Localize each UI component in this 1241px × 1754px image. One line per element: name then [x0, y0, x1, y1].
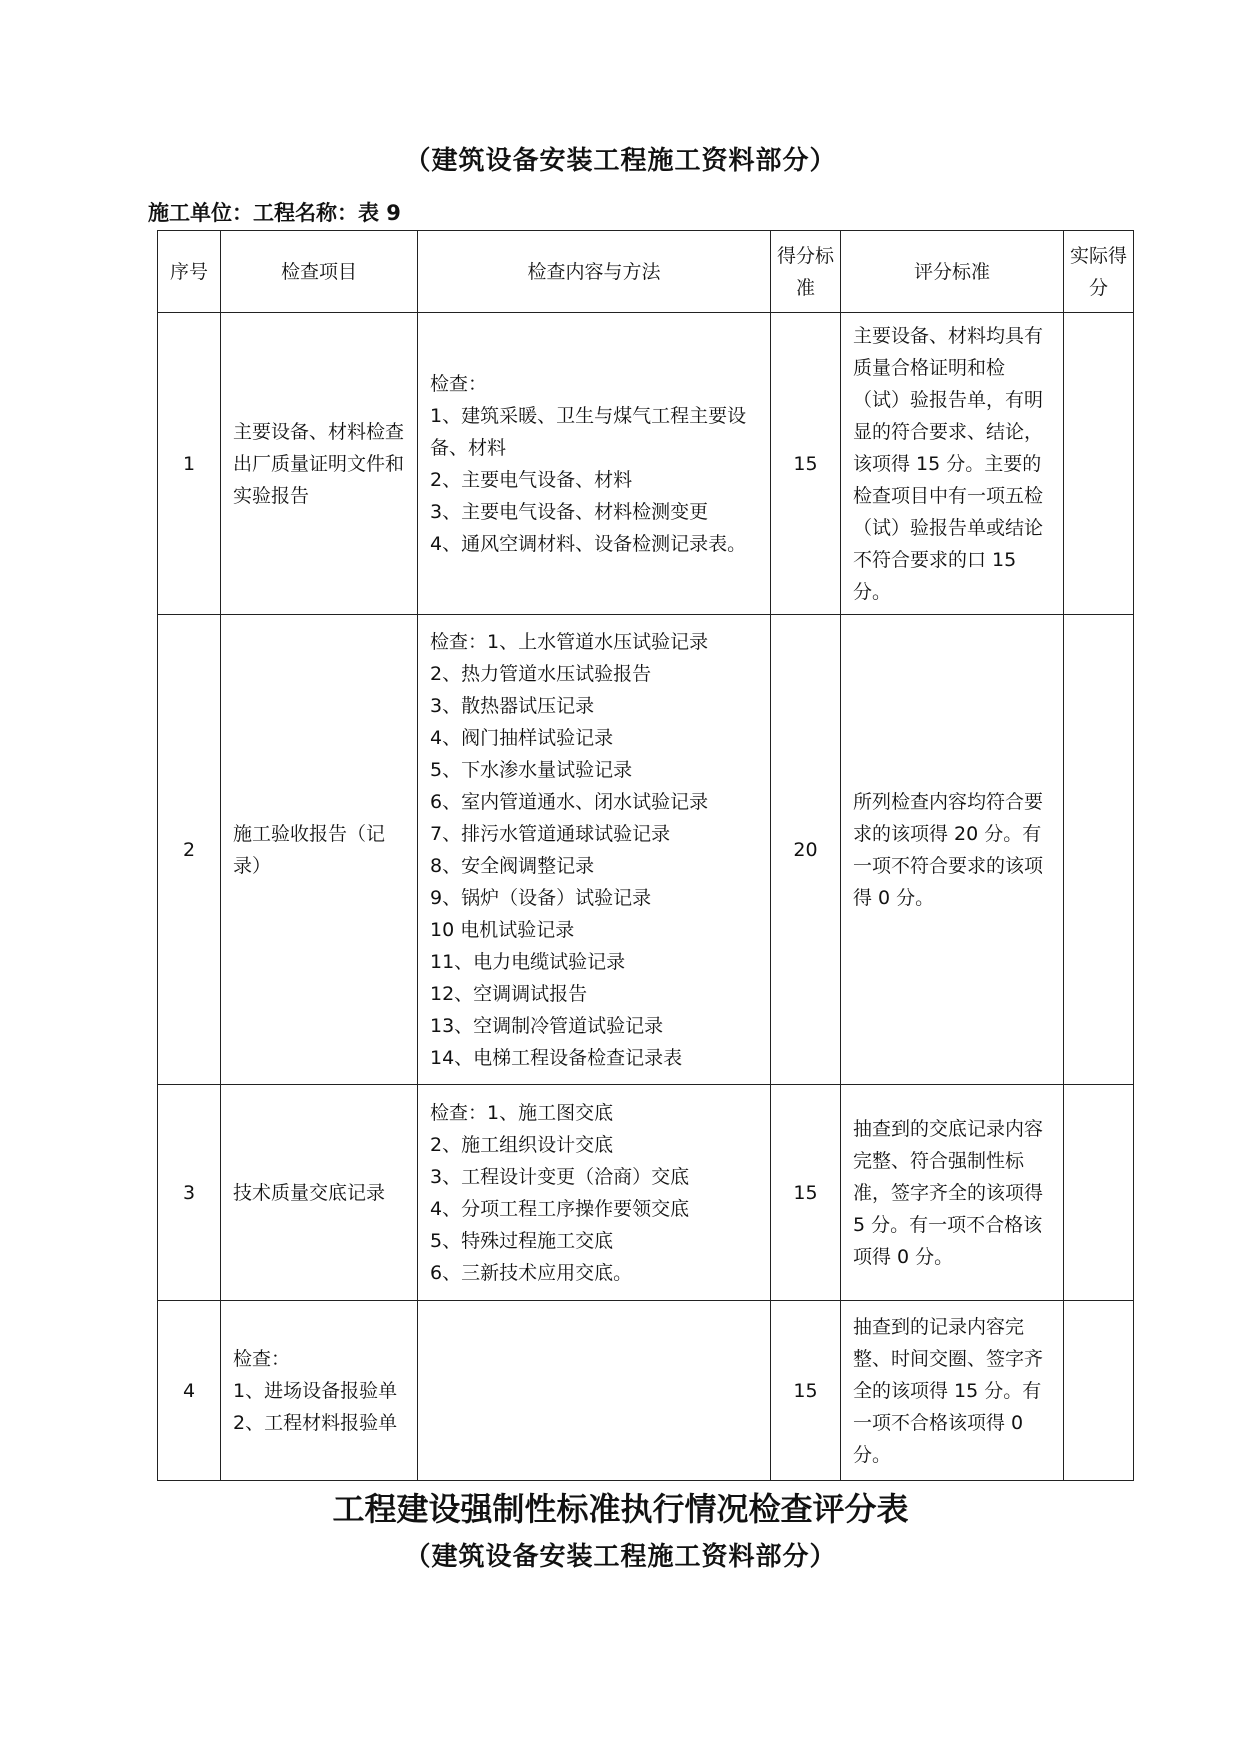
content-line: 2、热力管道水压试验报告 [430, 662, 652, 685]
row-score-std: 15 [771, 1301, 841, 1481]
content-line: 检查：1、施工图交底 [430, 1101, 614, 1124]
content-line: 12、空调调试报告 [430, 982, 588, 1005]
content-line: 4、通风空调材料、设备检测记录表。 [430, 532, 747, 555]
table-row [158, 1301, 1134, 1481]
row-criteria: 抽查到的记录内容完整、时间交圈、签字齐全的该项得 15 分。有一项不合格该项得 0 分。 [841, 1301, 1064, 1481]
col-header-actual: 实际得分 [1064, 231, 1134, 313]
row-content [418, 1085, 771, 1301]
item-line: 检查： [233, 1347, 291, 1370]
footer-title: 工程建设强制性标准执行情况检查评分表 [332, 1490, 909, 1528]
content-line: 11、电力电缆试验记录 [430, 950, 626, 973]
row-criteria: 所列检查内容均符合要求的该项得 20 分。有一项不符合要求的该项得 0 分。 [841, 615, 1064, 1085]
row-criteria: 主要设备、材料均具有质量合格证明和检（试）验报告单，有明显的符合要求、结论，该项得 15 分。主要的检查项目中有一项五检（试）验报告单或结论不符合要求的口 15 分。 [841, 313, 1064, 615]
item-line: 1、进场设备报验单 [233, 1379, 398, 1402]
row-content [418, 313, 771, 615]
content-line: 6、三新技术应用交底。 [430, 1261, 633, 1284]
content-line: 2、主要电气设备、材料 [430, 468, 633, 491]
table-row [158, 1085, 1134, 1301]
row-no: 4 [158, 1301, 221, 1481]
footer-subtitle: （建筑设备安装工程施工资料部分） [404, 1542, 837, 1572]
content-line: 3、散热器试压记录 [430, 694, 595, 717]
content-line: 9、锅炉（设备）试验记录 [430, 886, 652, 909]
table-row [158, 615, 1134, 1085]
col-header-no: 序号 [158, 231, 221, 313]
content-line: 1、建筑采暖、卫生与煤气工程主要设备、材料 [430, 404, 747, 459]
content-line: 8、安全阀调整记录 [430, 854, 595, 877]
content-line: 4、分项工程工序操作要领交底 [430, 1197, 690, 1220]
content-line: 5、特殊过程施工交底 [430, 1229, 614, 1252]
col-header-item: 检查项目 [221, 231, 418, 313]
content-line: 14、电梯工程设备检查记录表 [430, 1046, 683, 1069]
document-subtitle: （建筑设备安装工程施工资料部分） [404, 146, 837, 176]
table-row [158, 313, 1134, 615]
content-line: 13、空调制冷管道试验记录 [430, 1014, 664, 1037]
row-item: 技术质量交底记录 [221, 1085, 418, 1301]
row-item: 主要设备、材料检查出厂质量证明文件和实验报告 [221, 313, 418, 615]
row-no: 3 [158, 1085, 221, 1301]
row-actual [1064, 1301, 1134, 1481]
row-actual [1064, 313, 1134, 615]
content-line: 检查： [430, 372, 488, 395]
row-no: 1 [158, 313, 221, 615]
row-score-std: 20 [771, 615, 841, 1085]
content-line: 3、主要电气设备、材料检测变更 [430, 500, 709, 523]
col-header-score-std: 得分标准 [771, 231, 841, 313]
row-actual [1064, 615, 1134, 1085]
score-table [157, 230, 1134, 1481]
content-line: 3、工程设计变更（洽商）交底 [430, 1165, 690, 1188]
content-line: 检查：1、上水管道水压试验记录 [430, 630, 709, 653]
content-line: 2、施工组织设计交底 [430, 1133, 614, 1156]
row-content [418, 1301, 771, 1481]
meta-line: 施工单位：工程名称：表 9 [148, 201, 401, 225]
content-line: 5、下水渗水量试验记录 [430, 758, 633, 781]
content-line: 4、阀门抽样试验记录 [430, 726, 614, 749]
item-line: 2、工程材料报验单 [233, 1411, 398, 1434]
table-header-row [158, 231, 1134, 313]
row-item: 施工验收报告（记录） [221, 615, 418, 1085]
row-no: 2 [158, 615, 221, 1085]
row-criteria: 抽查到的交底记录内容完整、符合强制性标准，签字齐全的该项得 5 分。有一项不合格该项得 0 分。 [841, 1085, 1064, 1301]
content-line: 10 电机试验记录 [430, 918, 575, 941]
row-actual [1064, 1085, 1134, 1301]
col-header-content: 检查内容与方法 [418, 231, 771, 313]
row-score-std: 15 [771, 313, 841, 615]
content-line: 7、排污水管道通球试验记录 [430, 822, 671, 845]
col-header-criteria: 评分标准 [841, 231, 1064, 313]
row-item [221, 1301, 418, 1481]
row-content [418, 615, 771, 1085]
row-score-std: 15 [771, 1085, 841, 1301]
content-line: 6、室内管道通水、闭水试验记录 [430, 790, 709, 813]
